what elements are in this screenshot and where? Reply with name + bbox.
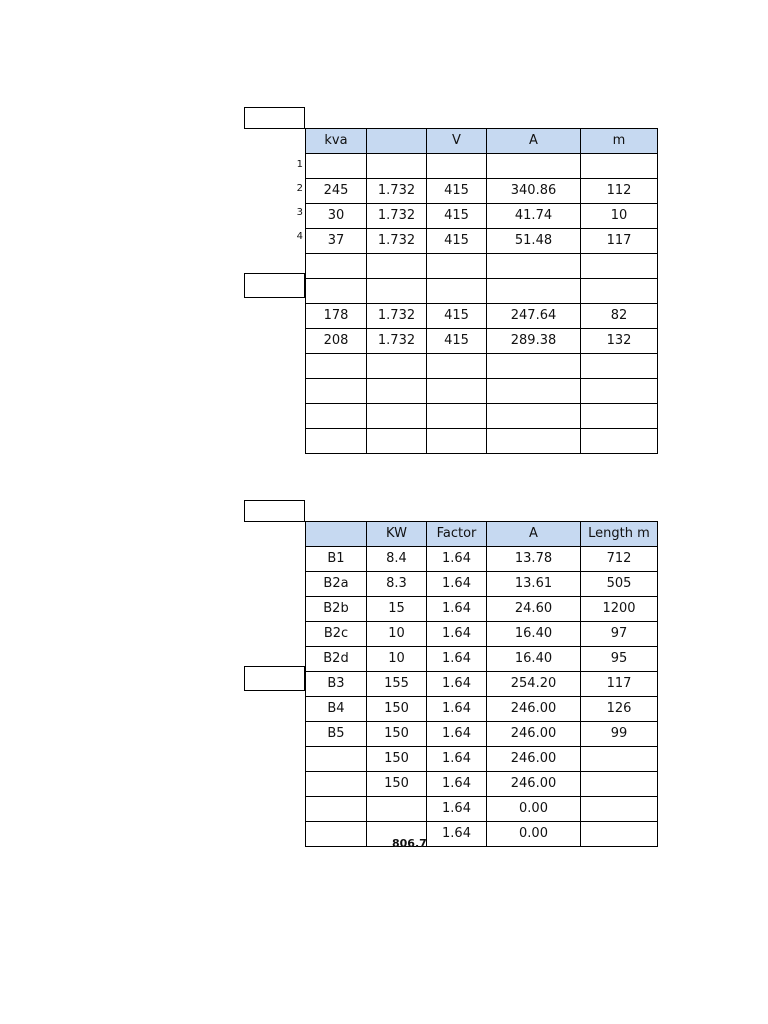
table-cell: 1200	[581, 597, 658, 622]
table-row	[306, 647, 658, 672]
table-row	[306, 404, 658, 429]
table-cell	[427, 254, 487, 279]
row-number: 2	[296, 183, 303, 194]
header-cell-kw: KW	[367, 522, 427, 547]
table-row	[306, 429, 658, 454]
table-cell	[367, 429, 427, 454]
table-cell: 1.64	[427, 647, 487, 672]
table-cell: 95	[581, 647, 658, 672]
table-cell	[306, 379, 367, 404]
table-cell: 150	[367, 747, 427, 772]
table-cell	[581, 797, 658, 822]
table-row	[306, 254, 658, 279]
table-cell: 1.64	[427, 722, 487, 747]
table-cell: 126	[581, 697, 658, 722]
table-row	[306, 697, 658, 722]
table-cell: B2b	[306, 597, 367, 622]
cell-box	[244, 273, 305, 298]
table-cell	[581, 379, 658, 404]
table-row	[306, 572, 658, 597]
header-cell-a: A	[487, 129, 581, 154]
table-cell	[306, 797, 367, 822]
table-cell: 246.00	[487, 697, 581, 722]
table-cell: B2d	[306, 647, 367, 672]
table-cell: 712	[581, 547, 658, 572]
table-cell: 10	[581, 204, 658, 229]
table-cell: 16.40	[487, 622, 581, 647]
table-cell: 415	[427, 204, 487, 229]
kw-table	[305, 521, 658, 847]
table-cell: 8.3	[367, 572, 427, 597]
table-cell	[581, 279, 658, 304]
table-cell	[487, 254, 581, 279]
table-cell: 415	[427, 329, 487, 354]
table-cell	[306, 747, 367, 772]
table-cell: 0.00	[487, 797, 581, 822]
table-cell	[487, 429, 581, 454]
table-cell: 1.732	[367, 229, 427, 254]
table-cell	[581, 254, 658, 279]
row-number: 1	[296, 159, 303, 170]
table-cell	[581, 772, 658, 797]
table-cell	[306, 822, 367, 847]
table-cell: 246.00	[487, 747, 581, 772]
row-number: 4	[296, 231, 303, 242]
table-cell	[367, 254, 427, 279]
header-cell-blank	[306, 522, 367, 547]
header-cell-length: Length m	[581, 522, 658, 547]
table-cell	[487, 404, 581, 429]
table-cell: 150	[367, 772, 427, 797]
table-cell	[367, 404, 427, 429]
table-cell: 30	[306, 204, 367, 229]
table-cell: 1.64	[427, 672, 487, 697]
table-cell	[581, 404, 658, 429]
table-cell	[427, 354, 487, 379]
header-cell-blank	[367, 129, 427, 154]
table-cell	[427, 279, 487, 304]
table-cell: 13.78	[487, 547, 581, 572]
table-cell	[367, 379, 427, 404]
table-cell	[306, 154, 367, 179]
table-cell: 1.64	[427, 747, 487, 772]
table-cell	[487, 154, 581, 179]
table-cell: B5	[306, 722, 367, 747]
table-cell: 1.732	[367, 329, 427, 354]
table-row	[306, 154, 658, 179]
table-cell: 245	[306, 179, 367, 204]
table-row	[306, 597, 658, 622]
table-cell	[581, 354, 658, 379]
table-cell: 117	[581, 229, 658, 254]
table-row	[306, 747, 658, 772]
table-cell: 340.86	[487, 179, 581, 204]
table-cell: 415	[427, 304, 487, 329]
table-cell: 1.64	[427, 572, 487, 597]
table-cell: B2c	[306, 622, 367, 647]
table-row	[306, 229, 658, 254]
table-cell	[581, 747, 658, 772]
table-row	[306, 722, 658, 747]
table-cell	[367, 797, 427, 822]
table-cell: 1.64	[427, 622, 487, 647]
table-row	[306, 379, 658, 404]
table-cell: 1.64	[427, 797, 487, 822]
table-cell: B2a	[306, 572, 367, 597]
table-row	[306, 279, 658, 304]
header-cell-m: m	[581, 129, 658, 154]
table-cell: 24.60	[487, 597, 581, 622]
table-cell: 246.00	[487, 772, 581, 797]
table-cell	[427, 429, 487, 454]
table-cell	[367, 154, 427, 179]
table-cell: 0.00	[487, 822, 581, 847]
table-cell	[367, 354, 427, 379]
table-header-row	[306, 129, 658, 154]
row-number: 3	[296, 207, 303, 218]
table-cell: 208	[306, 329, 367, 354]
table-row	[306, 797, 658, 822]
table-cell: 246.00	[487, 722, 581, 747]
table-row	[306, 622, 658, 647]
table-cell	[427, 404, 487, 429]
table-cell: 15	[367, 597, 427, 622]
table-cell: B1	[306, 547, 367, 572]
table-cell: 51.48	[487, 229, 581, 254]
table-cell: 99	[581, 722, 658, 747]
table-cell: 247.64	[487, 304, 581, 329]
table-cell	[487, 279, 581, 304]
table-cell: 41.74	[487, 204, 581, 229]
table-cell: 117	[581, 672, 658, 697]
table-cell: 415	[427, 179, 487, 204]
table-row	[306, 204, 658, 229]
header-cell-a: A	[487, 522, 581, 547]
table-cell: 1.64	[427, 822, 487, 847]
table-row	[306, 179, 658, 204]
table-cell	[427, 154, 487, 179]
table-row	[306, 329, 658, 354]
cell-box	[244, 500, 305, 522]
table-cell: 13.61	[487, 572, 581, 597]
table-cell: 8.4	[367, 547, 427, 572]
table-cell	[367, 279, 427, 304]
table-cell: B3	[306, 672, 367, 697]
table-cell: 1.64	[427, 697, 487, 722]
table-cell: 1.64	[427, 547, 487, 572]
table-header-row	[306, 522, 658, 547]
table-cell: 1.64	[427, 597, 487, 622]
table-cell: 155	[367, 672, 427, 697]
table-cell: 289.38	[487, 329, 581, 354]
table-cell: 505	[581, 572, 658, 597]
table-cell: 82	[581, 304, 658, 329]
table-cell	[487, 379, 581, 404]
table-row	[306, 547, 658, 572]
table-cell: 150	[367, 722, 427, 747]
table-cell	[427, 379, 487, 404]
table-cell	[306, 254, 367, 279]
table-cell	[581, 429, 658, 454]
table-cell: 10	[367, 647, 427, 672]
table-cell	[306, 354, 367, 379]
table-cell	[581, 154, 658, 179]
table-cell: 254.20	[487, 672, 581, 697]
table-row	[306, 772, 658, 797]
table-cell: 10	[367, 622, 427, 647]
header-cell-kva: kva	[306, 129, 367, 154]
table-cell: 132	[581, 329, 658, 354]
table-cell	[487, 354, 581, 379]
cell-box	[244, 666, 305, 691]
table-cell: 1.64	[427, 772, 487, 797]
table-row	[306, 822, 658, 847]
table-row	[306, 354, 658, 379]
table-cell: 112	[581, 179, 658, 204]
table-cell	[306, 429, 367, 454]
table-cell: B4	[306, 697, 367, 722]
table-cell	[306, 279, 367, 304]
table-cell: 178	[306, 304, 367, 329]
table-cell: 97	[581, 622, 658, 647]
table-cell: 150	[367, 697, 427, 722]
table-cell: 415	[427, 229, 487, 254]
total-value: 806.7	[392, 837, 427, 850]
cell-box	[244, 107, 305, 129]
table-cell	[306, 404, 367, 429]
table-cell: 16.40	[487, 647, 581, 672]
table-cell: 1.732	[367, 304, 427, 329]
table-row	[306, 672, 658, 697]
table-cell: 37	[306, 229, 367, 254]
kva-table	[305, 128, 658, 454]
header-cell-v: V	[427, 129, 487, 154]
table-cell	[306, 772, 367, 797]
table-cell: 1.732	[367, 204, 427, 229]
table-cell: 1.732	[367, 179, 427, 204]
table-cell	[581, 822, 658, 847]
header-cell-factor: Factor	[427, 522, 487, 547]
table-row	[306, 304, 658, 329]
